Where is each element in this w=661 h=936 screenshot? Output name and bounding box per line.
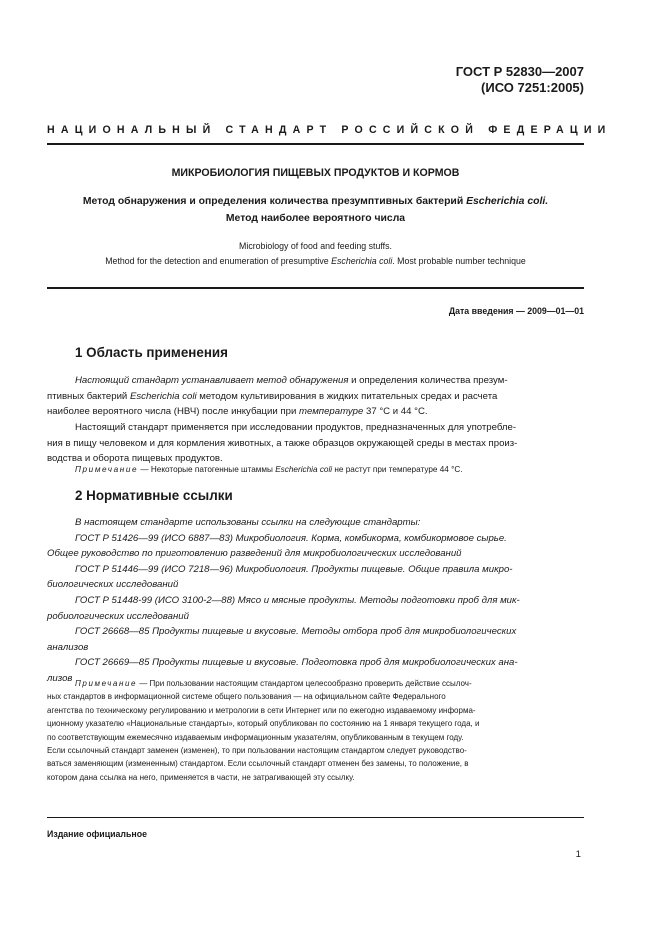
- section1-note: [75, 463, 584, 476]
- header-rule: [47, 143, 584, 145]
- section2-note: [47, 677, 584, 784]
- note-line: котором дана ссылка на него, применяется в части, не затрагивающей эту ссылку.: [47, 772, 355, 782]
- footer-rule: [47, 817, 584, 818]
- reference-line: анализов: [47, 641, 89, 653]
- reference-line: ГОСТ Р 51426—99 (ИСО 6887—83) Микробиология. Корма, комбикорма, комбикормовое сырье.: [75, 532, 507, 544]
- section1-heading-text: 1 Область применения: [75, 345, 228, 360]
- note-line: ционному указателю «Национальные стандарты», который опубликован по состоянию на 1 января текущего года, и: [47, 719, 480, 729]
- reference-line: ГОСТ 26669—85 Продукты пищевые и вкусовые. Подготовка проб для микробиологических ана-: [75, 657, 518, 669]
- text-span: не растут при температуре 44 °С.: [332, 465, 463, 474]
- text-span: методом культивирования в жидких питательных средах и расчета: [196, 390, 498, 402]
- standard-number: ГОСТ Р 52830—2007: [455, 64, 584, 79]
- note-line: ных стандартов в информационной системе общего пользования — на официальном сайте Федерального: [47, 692, 446, 702]
- text-span: температуре: [299, 406, 364, 418]
- section1-paragraph1: [47, 373, 584, 420]
- subtitle-text: Метод обнаружения и определения количества презумптивных бактерий: [82, 196, 467, 207]
- page-number: 1: [575, 849, 581, 860]
- note-line: агентства по техническому регулированию и метрологии в сети Интернет или по ежегодно издаваемому информа-: [47, 705, 476, 715]
- title-rule: [47, 287, 584, 289]
- section2-heading: [75, 488, 233, 504]
- text-span: Escherichia coli: [275, 465, 333, 474]
- text-span: — Некоторые патогенные штаммы: [138, 465, 276, 474]
- reference-line: лизов: [47, 672, 73, 684]
- reference-line: ГОСТ Р 51448-99 (ИСО 3100-2—88) Мясо и мясные продукты. Методы подготовки проб для мик-: [75, 594, 520, 606]
- english-title-method: . Most probable number technique: [392, 255, 526, 266]
- iso-number: (ИСО 7251:2005): [481, 80, 584, 95]
- english-title-line1: Microbiology of food and feeding stuffs.: [239, 241, 392, 251]
- subtitle-method: Метод наиболее вероятного числа: [225, 213, 406, 224]
- reference-line: ГОСТ 26668—85 Продукты пищевые и вкусовые. Методы отбора проб для микробиологических: [75, 626, 517, 638]
- reference-line: биологических исследований: [47, 579, 179, 591]
- text-span: Escherichia coli: [129, 390, 197, 402]
- document-subtitle: [47, 193, 584, 227]
- section1-paragraph2: [47, 420, 584, 467]
- text-span: наиболее вероятного числа (НВЧ) после инкубации при: [47, 406, 299, 418]
- text-line: Настоящий стандарт применяется при исследовании продуктов, предназначенных для употребле-: [75, 422, 517, 433]
- introduction-date: Дата введения — 2009—01—01: [448, 306, 584, 316]
- text-span: птивных бактерий: [47, 390, 130, 402]
- reference-line: робиологических исследований: [47, 610, 189, 622]
- document-title: МИКРОБИОЛОГИЯ ПИЩЕВЫХ ПРОДУКТОВ И КОРМОВ: [171, 167, 460, 179]
- text-span: Настоящий стандарт устанавливает метод обнаружения: [75, 375, 349, 386]
- text-span: 37 °С и 44 °С.: [363, 406, 428, 418]
- note-line: ваться заменяющим (измененным) стандартом. Если ссылочный стандарт отменен без замены, то положение, в: [47, 759, 469, 769]
- english-title: [47, 239, 584, 268]
- note-label: Примечание: [75, 679, 138, 688]
- section2-references: [47, 515, 584, 687]
- subtitle-species: Escherichia coli.: [466, 196, 549, 207]
- section1-heading: [75, 345, 228, 361]
- national-standard-banner: НАЦИОНАЛЬНЫЙ СТАНДАРТ РОССИЙСКОЙ ФЕДЕРАЦИИ: [47, 124, 612, 136]
- reference-line: ГОСТ Р 51446—99 (ИСО 7218—96) Микробиология. Продукты пищевые. Общие правила микро-: [75, 563, 513, 575]
- english-title-text: Method for the detection and enumeration of presumptive: [105, 255, 332, 266]
- text-line: ния в пищу человеком и для кормления животных, а также образцов окружающей среды в местах произ-: [47, 437, 518, 449]
- section2-heading-text: 2 Нормативные ссылки: [75, 488, 233, 503]
- text-line: водства и оборота пищевых продуктов.: [47, 453, 223, 465]
- text-span: и определения количества презум-: [348, 375, 508, 386]
- reference-line: Общее руководство по приготовлению разведений для микробиологических исследований: [47, 548, 462, 560]
- note-line: по соответствующим ежемесячно издаваемым информационным указателям, опубликованным в текущем году.: [47, 732, 464, 742]
- text-span: — При пользовании настоящим стандартом целесообразно проверить действие ссылоч-: [137, 679, 472, 688]
- official-edition: Издание официальное: [47, 829, 147, 839]
- english-title-species: Escherichia coli: [331, 255, 393, 266]
- references-intro: В настоящем стандарте использованы ссылки на следующие стандарты:: [75, 517, 421, 528]
- note-line: Если ссылочный стандарт заменен (изменен), то при пользовании настоящим стандартом следует руководство-: [47, 746, 467, 756]
- note-label: Примечание: [75, 465, 139, 474]
